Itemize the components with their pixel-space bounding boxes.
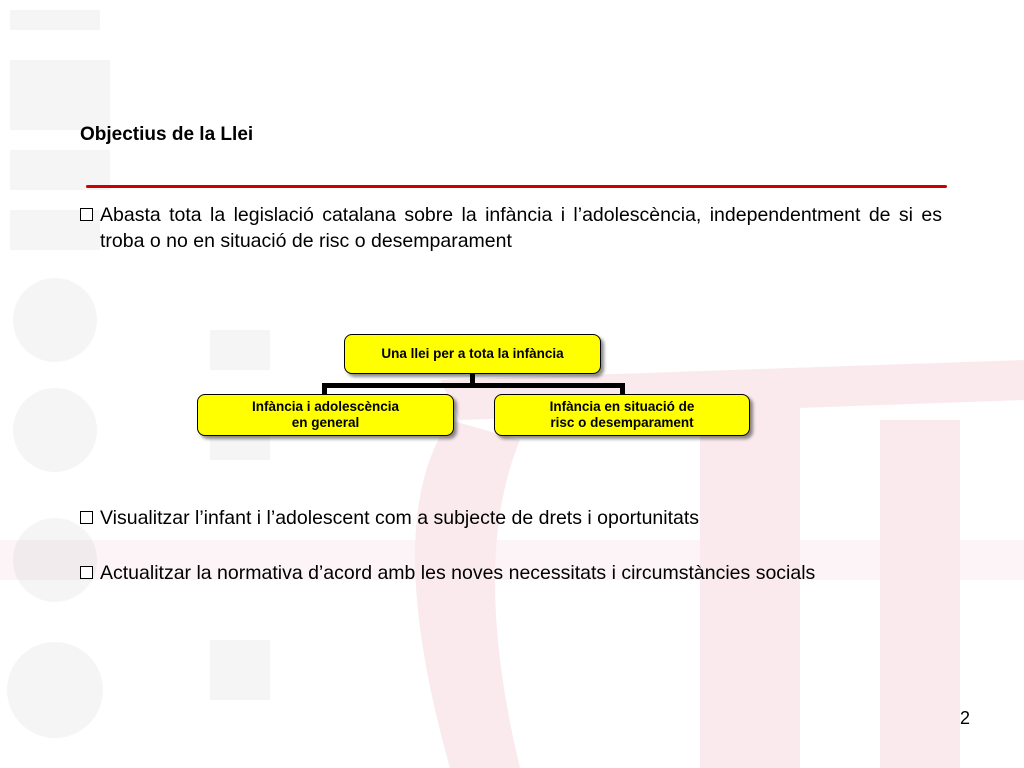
square-bullet-icon: [80, 566, 93, 579]
connector-horizontal: [322, 383, 625, 388]
title-divider: [86, 185, 947, 188]
bullet-item-scope: [80, 202, 942, 254]
square-bullet-icon: [80, 511, 93, 524]
bullet-text: Visualitzar l’infant i l’adolescent com a subjecte de drets i oportunitats: [100, 507, 700, 529]
slide-title: Objectius de la Llei: [80, 124, 254, 145]
bullet-text: Abasta tota la legislació catalana sobre la infància i l’adolescència, independentment de si es troba o no en situació de risc o desemparament: [100, 204, 942, 252]
org-chart-child-general: Infància i adolescència en general: [197, 394, 454, 436]
bullet-text: Actualitzar la normativa d’acord amb les noves necessitats i circumstàncies socials: [100, 562, 816, 584]
org-chart-child-risk: Infància en situació de risc o desemparament: [494, 394, 750, 436]
bullet-item-update: [80, 560, 942, 586]
bullet-item-rights: [80, 505, 942, 531]
page-number: 2: [959, 708, 970, 728]
square-bullet-icon: [80, 208, 93, 221]
org-chart-root: Una llei per a tota la infància: [344, 334, 601, 374]
